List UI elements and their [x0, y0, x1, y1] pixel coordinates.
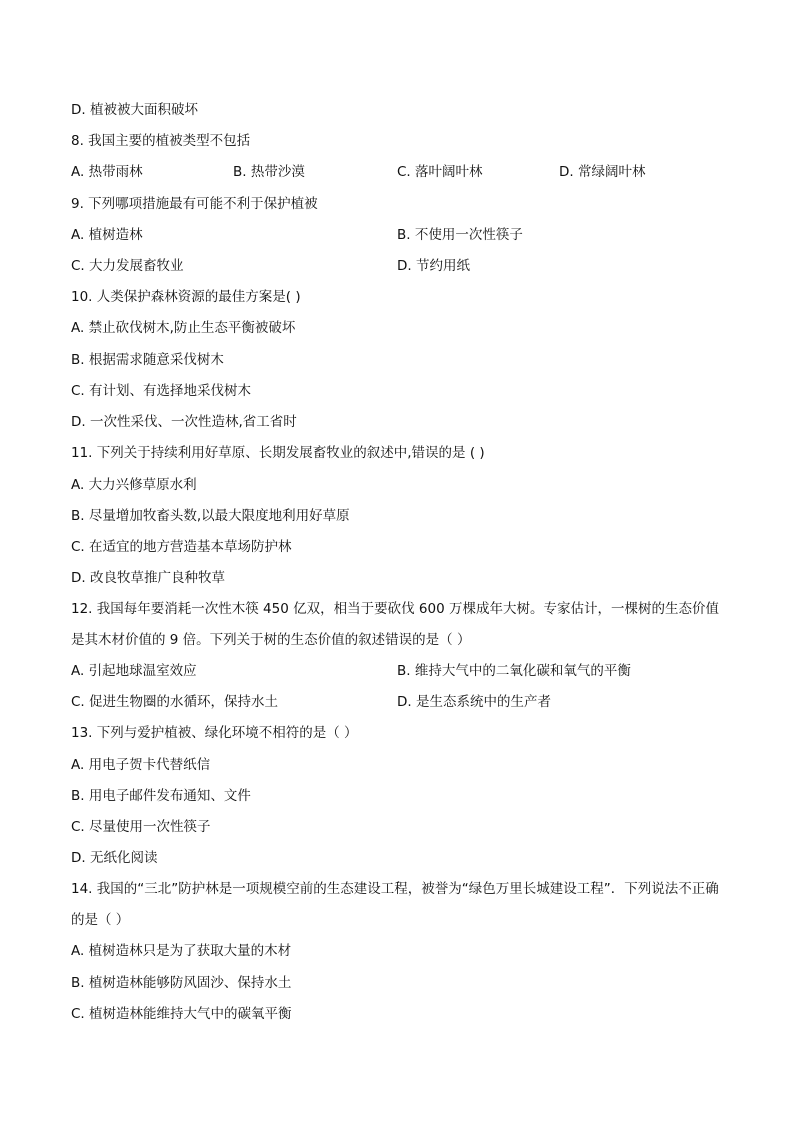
question-12: 12. 我国每年要消耗一次性木筷 450 亿双，相当于要砍伐 600 万棵成年大树。专家估计，一棵树的生态价值是其木材价值的 9 倍。下列关于树的生态价值的叙述错误的是（ ）	[71, 601, 719, 648]
q14-option-c: C. 植树造林能维持大气中的碳氧平衡	[71, 1006, 292, 1022]
question-10: 10. 人类保护森林资源的最佳方案是( )	[71, 289, 301, 305]
q9-options-row1	[71, 225, 731, 245]
q14-option-a: A. 植树造林只是为了获取大量的木材	[71, 943, 292, 959]
q11-option-b: B. 尽量增加牧畜头数,以最大限度地利用好草原	[71, 508, 350, 524]
q13-option-a: A. 用电子贺卡代替纸信	[71, 757, 211, 773]
q9-option-b: B. 不使用一次性筷子	[397, 227, 523, 243]
q11-option-d: D. 改良牧草推广良种牧草	[71, 570, 225, 586]
q12-option-d: D. 是生态系统中的生产者	[397, 694, 551, 710]
q11-option-c: C. 在适宜的地方营造基本草场防护林	[71, 539, 292, 555]
q10-option-a: A. 禁止砍伐树木,防止生态平衡被破坏	[71, 320, 296, 336]
q12-options-row1	[71, 661, 731, 681]
q8-option-c: C. 落叶阔叶林	[397, 164, 483, 180]
question-9: 9. 下列哪项措施最有可能不利于保护植被	[71, 196, 318, 212]
q12-options-row2	[71, 692, 731, 712]
q9-options-row2	[71, 256, 731, 276]
q8-option-d: D. 常绿阔叶林	[559, 164, 646, 180]
q10-option-d: D. 一次性采伐、一次性造林,省工省时	[71, 414, 297, 430]
q13-option-c: C. 尽量使用一次性筷子	[71, 819, 211, 835]
q12-option-b: B. 维持大气中的二氧化碳和氧气的平衡	[397, 663, 631, 679]
q9-option-c: C. 大力发展畜牧业	[71, 258, 184, 274]
q8-options	[71, 162, 731, 182]
q10-option-c: C. 有计划、有选择地采伐树木	[71, 383, 252, 399]
q12-option-c: C. 促进生物圈的水循环，保持水土	[71, 694, 279, 710]
q8-option-b: B. 热带沙漠	[233, 164, 305, 180]
question-13: 13. 下列与爱护植被、绿化环境不相符的是（ ）	[71, 725, 358, 741]
q8-option-a: A. 热带雨林	[71, 164, 143, 180]
q13-option-b: B. 用电子邮件发布通知、文件	[71, 788, 251, 804]
q9-option-a: A. 植树造林	[71, 227, 143, 243]
q7-option-d: D. 植被被大面积破坏	[71, 102, 198, 118]
q10-option-b: B. 根据需求随意采伐树木	[71, 352, 224, 368]
q12-option-a: A. 引起地球温室效应	[71, 663, 197, 679]
q9-option-d: D. 节约用纸	[397, 258, 470, 274]
q13-option-d: D. 无纸化阅读	[71, 850, 158, 866]
q14-option-b: B. 植树造林能够防风固沙、保持水土	[71, 975, 292, 991]
question-11: 11. 下列关于持续利用好草原、长期发展畜牧业的叙述中,错误的是 ( )	[71, 445, 485, 461]
question-8: 8. 我国主要的植被类型不包括	[71, 133, 251, 149]
q11-option-a: A. 大力兴修草原水利	[71, 477, 197, 493]
question-14: 14. 我国的“三北”防护林是一项规模空前的生态建设工程，被誉为“绿色万里长城建设工程”．下列说法不正确的是（ ）	[71, 881, 719, 928]
